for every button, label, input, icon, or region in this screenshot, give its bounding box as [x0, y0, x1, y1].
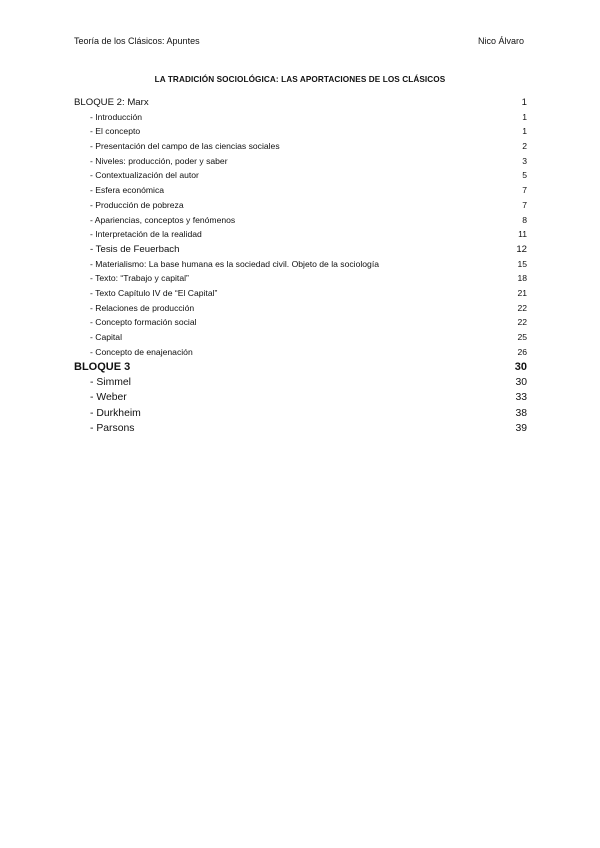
- toc-page-number: 25: [517, 332, 527, 342]
- toc-label: - Producción de pobreza: [90, 199, 184, 210]
- toc-page-number: 1: [522, 111, 527, 122]
- table-of-contents: [74, 96, 527, 437]
- toc-label: - Durkheim: [90, 407, 141, 419]
- toc-label: - Materialismo: La base humana es la sociedad civil. Objeto de la sociología: [90, 258, 379, 269]
- toc-label: - Texto Capítulo IV de “El Capital”: [90, 287, 218, 298]
- toc-page-number: 7: [522, 199, 527, 210]
- toc-entry[interactable]: [74, 272, 527, 287]
- toc-page-number: 30: [514, 361, 527, 374]
- toc-page-number: 22: [517, 302, 527, 313]
- toc-entry[interactable]: [74, 346, 527, 361]
- toc-label: - Esfera económica: [90, 185, 165, 196]
- toc-page-number: 18: [517, 273, 527, 284]
- toc-page-number: 8: [522, 214, 527, 225]
- header-author: Nico Álvaro: [477, 36, 524, 46]
- toc-label: - Tesis de Feuerbach: [90, 243, 180, 255]
- toc-label: - Introducción: [90, 111, 143, 122]
- document-title: LA TRADICIÓN SOCIOLÓGICA: LAS APORTACIONES DE LOS CLÁSICOS: [154, 75, 446, 84]
- toc-page-number: 7: [522, 185, 527, 196]
- toc-entry[interactable]: [74, 111, 527, 126]
- toc-entry[interactable]: [74, 376, 527, 391]
- toc-page-number: 21: [517, 287, 527, 298]
- toc-page-number: 2: [522, 141, 527, 152]
- toc-label: - Weber: [90, 392, 127, 404]
- toc-label: BLOQUE 2: Marx: [74, 97, 149, 108]
- toc-label: - Simmel: [90, 376, 131, 388]
- toc-entry[interactable]: [74, 258, 527, 273]
- header-course-title: Teoría de los Clásicos: Apuntes: [74, 36, 200, 46]
- toc-entry[interactable]: [74, 407, 527, 422]
- toc-block2-heading[interactable]: [74, 96, 527, 111]
- toc-entry[interactable]: [74, 214, 527, 229]
- toc-page-number: 26: [517, 346, 527, 357]
- toc-entry[interactable]: [74, 184, 527, 199]
- toc-entry[interactable]: [74, 199, 527, 214]
- toc-page-number: 30: [515, 376, 527, 388]
- toc-entry[interactable]: [74, 125, 527, 140]
- toc-entry[interactable]: [74, 302, 527, 317]
- toc-entry[interactable]: [74, 422, 527, 437]
- toc-label: - Contextualización del autor: [90, 170, 199, 181]
- toc-label: - Apariencias, conceptos y fenómenos: [90, 214, 236, 225]
- toc-page-number: 15: [517, 258, 527, 269]
- toc-entry[interactable]: [74, 169, 527, 184]
- page-header: [74, 36, 524, 50]
- toc-entry[interactable]: [74, 140, 527, 155]
- toc-entry[interactable]: [74, 316, 527, 331]
- toc-page-number: 3: [522, 155, 527, 166]
- toc-entry[interactable]: [74, 287, 527, 302]
- toc-label: - Concepto formación social: [90, 317, 197, 328]
- toc-page-number: 1: [522, 126, 527, 137]
- toc-entry[interactable]: [74, 243, 527, 258]
- toc-label: BLOQUE 3: [74, 361, 131, 374]
- toc-block3-heading[interactable]: [74, 360, 527, 376]
- toc-entry[interactable]: [74, 391, 527, 406]
- toc-entry[interactable]: [74, 331, 527, 346]
- toc-label: - Niveles: producción, poder y saber: [90, 155, 228, 166]
- toc-page-number: 12: [516, 243, 527, 255]
- toc-page-number: 22: [517, 317, 527, 328]
- toc-page-number: 33: [515, 392, 527, 404]
- toc-label: - Capital: [90, 332, 122, 342]
- toc-label: - Parsons: [90, 423, 135, 435]
- toc-label: - Interpretación de la realidad: [90, 229, 202, 240]
- toc-page-number: 38: [515, 407, 527, 419]
- toc-label: - Texto: “Trabajo y capital”: [90, 273, 189, 284]
- toc-label: - El concepto: [90, 126, 141, 137]
- toc-label: - Concepto de enajenación: [90, 346, 193, 357]
- toc-entry[interactable]: [74, 155, 527, 170]
- toc-label: - Relaciones de producción: [90, 302, 195, 313]
- toc-page-number: 5: [522, 170, 527, 181]
- toc-page-number: 1: [521, 97, 527, 108]
- toc-page-number: 39: [515, 423, 527, 435]
- toc-page-number: 11: [518, 229, 527, 240]
- toc-label: - Presentación del campo de las ciencias sociales: [90, 141, 280, 152]
- toc-entry[interactable]: [74, 228, 527, 243]
